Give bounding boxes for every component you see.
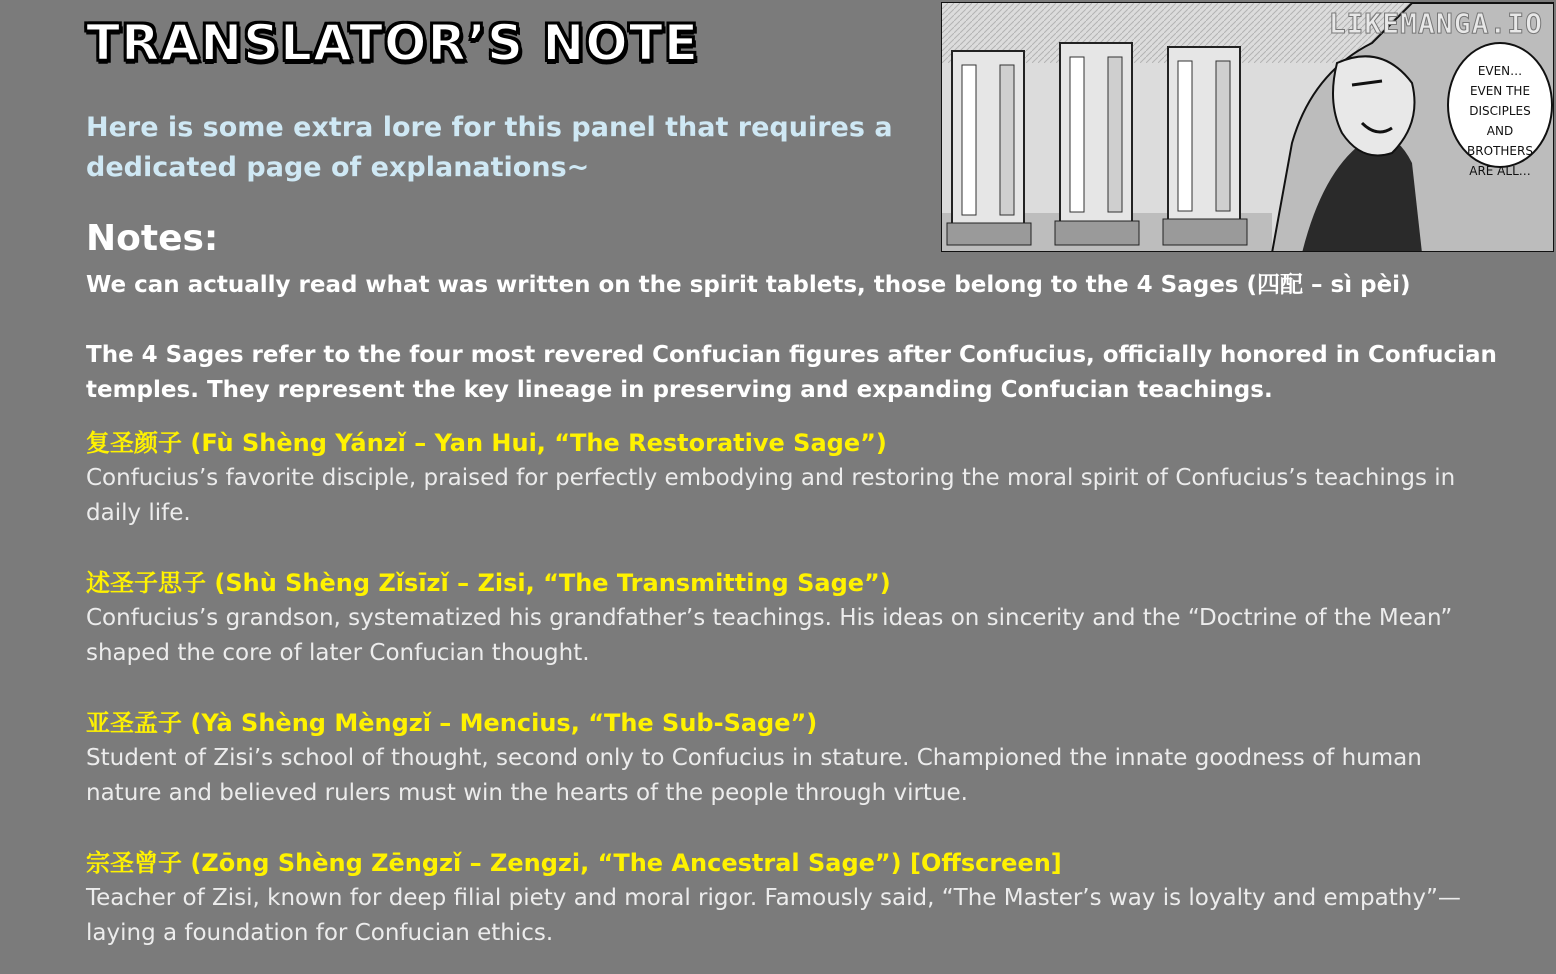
- sage-desc-zengzi: Teacher of Zisi, known for deep filial piety and moral rigor. Famously said, “The Master’s way is loyalty and empathy”—laying a foundation for Confucian ethics.: [86, 885, 1461, 946]
- sage-title-zisizi: 述圣子思子 (Shù Shèng Zǐsīzǐ – Zisi, “The Transmitting Sage”): [86, 569, 891, 597]
- four-sages-paragraph: The 4 Sages refer to the four most revered Confucian figures after Confucius, officially honored in Confucian temples. They represent the key lineage in preserving and expanding Confucian teachings.: [86, 342, 1497, 403]
- sage-desc-yanzi: Confucius’s favorite disciple, praised for perfectly embodying and restoring the moral spirit of Confucius’s teachings in daily life.: [86, 465, 1456, 526]
- sage-desc-zisizi: Confucius’s grandson, systematized his grandfather’s teachings. His ideas on sincerity and the “Doctrine of the Mean” shaped the core of later Confucian thought.: [86, 605, 1453, 666]
- sage-title-yanzi: 复圣颜子 (Fù Shèng Yánzǐ – Yan Hui, “The Restorative Sage”): [86, 429, 887, 457]
- sage-title-zengzi: 宗圣曾子 (Zōng Shèng Zēngzǐ – Zengzi, “The Ancestral Sage”) [Offscreen]: [86, 849, 1062, 877]
- intro-paragraph: We can actually read what was written on the spirit tablets, those belong to the 4 Sages (四配 – sì pèi): [86, 272, 1411, 298]
- spirit-tablet-3: [1163, 47, 1247, 245]
- watermark-logo: LIKEMANGA.IO: [1328, 7, 1543, 40]
- spirit-tablet-2: [1055, 43, 1139, 245]
- intro-text: Here is some extra lore for this panel that requires a dedicated page of explanations~: [86, 112, 893, 183]
- sage-desc-mengzi: Student of Zisi’s school of thought, second only to Confucius in stature. Championed the innate goodness of human nature and believed rulers must win the hearts of the people through virtue.: [86, 745, 1422, 806]
- speech-bubble-text: EVEN… EVEN THE DISCIPLES AND BROTHERS ARE ALL…: [1467, 64, 1533, 178]
- spirit-tablet-1: [947, 51, 1031, 245]
- manga-panel-image: [941, 2, 1554, 252]
- notes-heading: Notes:: [86, 218, 219, 259]
- sage-title-mengzi: 亚圣孟子 (Yà Shèng Mèngzǐ – Mencius, “The Sub-Sage”): [86, 709, 818, 737]
- page-title: TRANSLATOR’S NOTE: [86, 14, 699, 72]
